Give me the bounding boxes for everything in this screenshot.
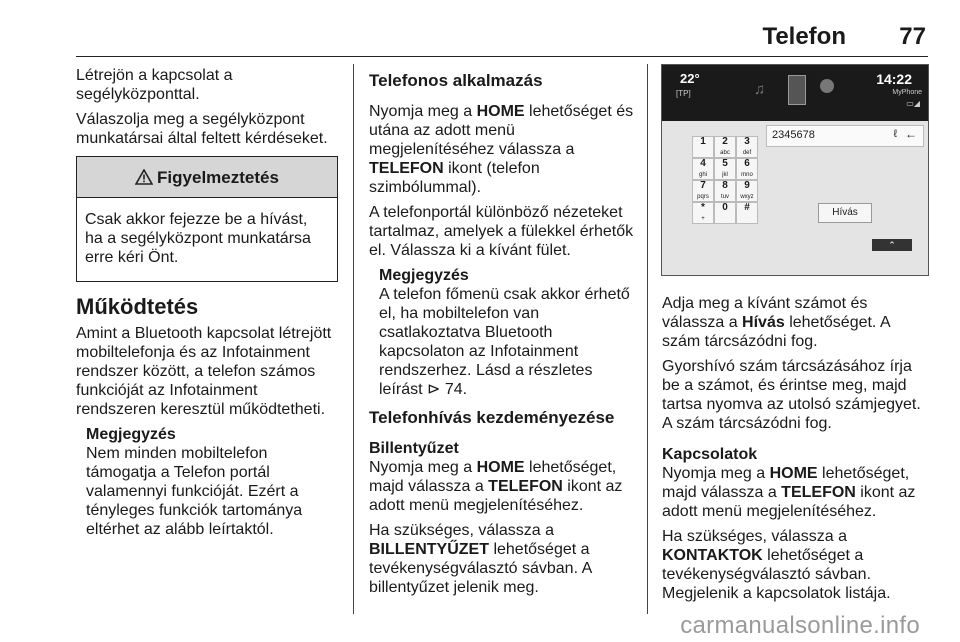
paragraph: Amint a Bluetooth kapcsolat létrejött mobiltelefonja és az Infotainment rendszer között, a telefon számos funkcióját az Infotainment rendszeren keresztül működtetheti.: [76, 325, 332, 418]
chevron-up-icon: ⌃: [888, 240, 896, 250]
warning-text: Csak akkor fejezze be a hívást, ha a segélyközpont munkatársa erre kéri Önt.: [85, 211, 311, 266]
keypad-key[interactable]: 1: [692, 136, 714, 158]
keypad-key[interactable]: 2 abc: [714, 136, 736, 158]
carrier-name: MyPhone: [892, 89, 922, 96]
paragraph: Válaszolja meg a segélyközpont munkatársai által feltett kérdéseket.: [76, 111, 328, 147]
info-tab-icon[interactable]: [820, 79, 834, 93]
keypad-key[interactable]: 6 mno: [736, 158, 758, 180]
dialed-number: 2345678: [772, 129, 815, 141]
note-text: Nem minden mobiltelefon támogatja a Telefon portál valamennyi funkcióját. Ezért a tényleges funkciók tartománya eltérhet az alább leírtaktól.: [86, 445, 303, 538]
heading-kapcsolatok: Kapcsolatok: [662, 446, 758, 463]
note: [86, 425, 338, 539]
call-button[interactable]: Hívás: [818, 203, 872, 223]
phone-tab-icon[interactable]: [788, 75, 806, 105]
warning-triangle-icon: [135, 169, 153, 185]
paragraph: Adja meg a kívánt számot és válassza a Hívás lehetőséget. A szám tárcsázódni fog.: [662, 295, 890, 350]
note: [379, 266, 635, 399]
keypad-key[interactable]: 9 wxyz: [736, 180, 758, 202]
temperature: 22°: [680, 71, 700, 86]
keypad-key[interactable]: 0: [714, 202, 736, 224]
heading-mukodtetes: Működtetés: [76, 294, 199, 319]
keypad-key[interactable]: 5 jkl: [714, 158, 736, 180]
music-tab-icon[interactable]: ♫: [754, 81, 766, 98]
page-reference[interactable]: 74.: [444, 381, 468, 398]
status-bar: [662, 65, 928, 121]
column-3: [662, 294, 928, 609]
warning-header: [77, 157, 337, 198]
paragraph: Létrejön a kapcsolat a segélyközponttal.: [76, 67, 233, 103]
collapse-handle[interactable]: [872, 239, 912, 251]
page-reference-arrow-icon: ⊳: [427, 381, 441, 398]
keypad-key[interactable]: 8 tuv: [714, 180, 736, 202]
warning-box: [76, 156, 338, 282]
clock: 14:22: [876, 71, 912, 87]
keypad-key[interactable]: 4 ghi: [692, 158, 714, 180]
keypad-key[interactable]: #: [736, 202, 758, 224]
phone-keypad-screenshot: [661, 64, 929, 276]
tp-indicator: [TP]: [676, 89, 691, 98]
watermark: carmanualsonline.info: [680, 612, 920, 639]
heading-telefonhivas: Telefonhívás kezdeményezése: [369, 408, 615, 427]
paragraph: A telefonportál különböző nézeteket tartalmaz, amelyek a fülekkel érhetők el. Válassza ki a kívánt fület.: [369, 204, 634, 259]
keypad-key[interactable]: 7 pqrs: [692, 180, 714, 202]
paragraph: Nyomja meg a HOME lehetőséget, majd válassza a TELEFON ikont az adott menü megjelenítéséhez.: [369, 459, 623, 514]
paragraph: Ha szükséges, válassza a KONTAKTOK lehetőséget a tevékenységválasztó sávban. Megjelenik a kapcsolatok listája.: [662, 528, 891, 602]
note-text: A telefon főmenü csak akkor érhető el, ha mobiltelefon van csatlakoztatva Bluetooth kapcsolaton az Infotainment rendszerhez. Lásd a részletes leírást ⊳ 74.: [379, 286, 630, 398]
voice-dial-icon[interactable]: ℓ: [893, 128, 897, 140]
warning-title: Figyelmeztetés: [157, 167, 279, 187]
note-title: Megjegyzés: [379, 267, 469, 284]
page-header: [76, 20, 928, 57]
column-1: [76, 66, 338, 547]
note-title: Megjegyzés: [86, 426, 176, 443]
heading-billentyuzet: Billentyűzet: [369, 440, 459, 457]
paragraph: Gyorshívó szám tárcsázásához írja be a számot, és érintse meg, majd tartsa nyomva az utolsó számjegyet. A szám tárcsázódni fog.: [662, 358, 921, 432]
paragraph: Ha szükséges, válassza a BILLENTYŰZET lehetőséget a tevékenységválasztó sávban. A billentyűzet jelenik meg.: [369, 522, 592, 596]
number-display: [766, 125, 924, 147]
heading-telefonos-alkalmazas: Telefonos alkalmazás: [369, 71, 543, 90]
keypad-key[interactable]: * +: [692, 202, 714, 224]
backspace-icon[interactable]: ←: [905, 127, 917, 141]
column-divider-left: [353, 64, 354, 614]
paragraph: Nyomja meg a HOME lehetőséget és utána az adott menü megjelenítéséhez válassza a TELEFON ikont (telefon szimbólummal).: [369, 103, 634, 196]
section-title: Telefon: [762, 23, 846, 50]
column-divider-right: [647, 64, 648, 614]
signal-icon: ▭◢: [906, 99, 920, 108]
page-number: 77: [899, 23, 926, 50]
keypad-key[interactable]: 3 def: [736, 136, 758, 158]
paragraph: Nyomja meg a HOME lehetőséget, majd válassza a TELEFON ikont az adott menü megjelenítéséhez.: [662, 465, 916, 520]
column-2: [369, 66, 635, 603]
